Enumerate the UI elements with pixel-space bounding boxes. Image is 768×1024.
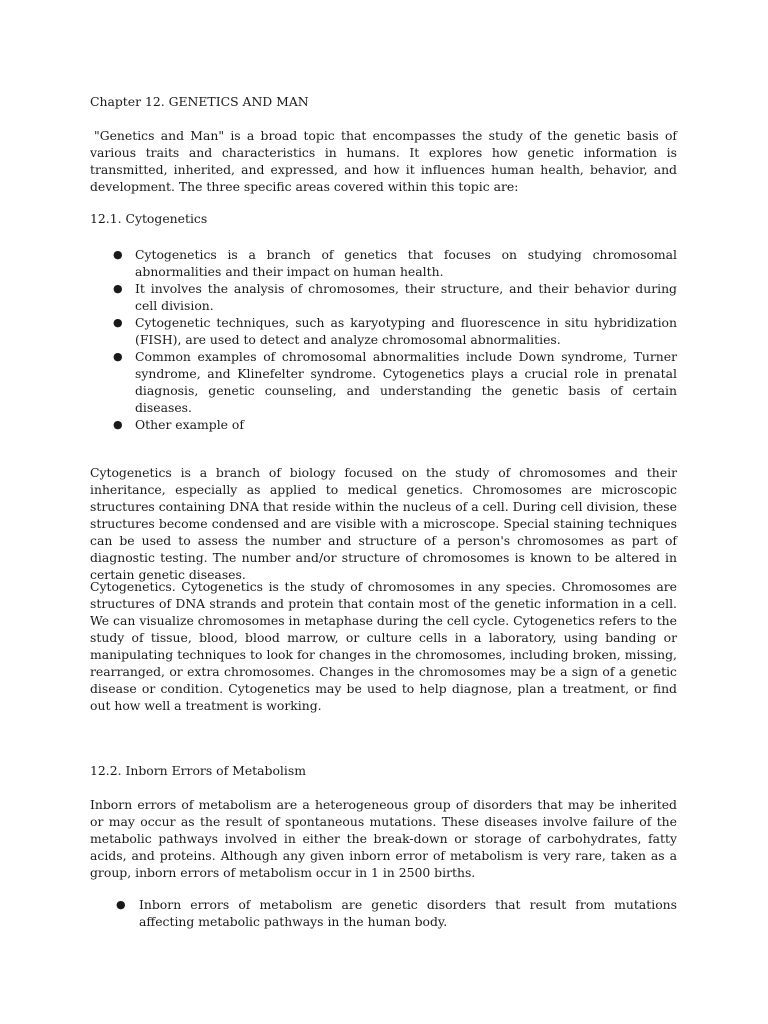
- bullet-icon: ●: [113, 350, 123, 363]
- bullet-text: Inborn errors of metabolism are genetic disorders that result from mutations affecting metabolic pathways in the human body.: [139, 897, 677, 929]
- section-1-paragraph-1: Cytogenetics is a branch of biology focused on the study of chromosomes and their inheritance, especially as applied to medical genetics. Chromosomes are microscopic structures containing DNA that reside within the nucleus of a cell. During cell division, these structures become condensed and are visible with a microscope. Special staining techniques can be used to assess the number and structure of a person's chromosomes as part of diagnostic testing. The number and/or structure of chromosomes is known to be altered in certain genetic diseases.: [90, 465, 677, 582]
- bullet-text: Cytogenetics is a branch of genetics that focuses on studying chromosomal abnormalities and their impact on human health.: [135, 247, 677, 279]
- bullet-icon: ●: [113, 282, 123, 295]
- bullet-icon: ●: [116, 898, 126, 911]
- intro-paragraph: "Genetics and Man" is a broad topic that encompasses the study of the genetic basis of various traits and characteristics in humans. It explores how genetic information is transmitted, inherited, and expressed, and how it influences human health, behavior, and development. The three specific areas covered within this topic are:: [90, 128, 677, 194]
- section-2-paragraph-1: Inborn errors of metabolism are a heterogeneous group of disorders that may be inherited or may occur as the result of spontaneous mutations. These diseases involve failure of the metabolic pathways involved in either the break-down or storage of carbohydrates, fatty acids, and proteins. Although any given inborn error of metabolism is very rare, taken as a group, inborn errors of metabolism occur in 1 in 2500 births.: [90, 797, 677, 880]
- section-2-heading: 12.2. Inborn Errors of Metabolism: [90, 763, 306, 778]
- bullet-item: [90, 348, 677, 416]
- bullet-item: [90, 896, 677, 930]
- section-1-heading: 12.1. Cytogenetics: [90, 211, 208, 226]
- bullet-item: [90, 416, 677, 433]
- bullet-icon: ●: [113, 316, 123, 329]
- bullet-item: [90, 280, 677, 314]
- bullet-item: [90, 314, 677, 348]
- bullet-icon: ●: [113, 248, 123, 261]
- section-1-paragraph-2: Cytogenetics. Cytogenetics is the study of chromosomes in any species. Chromosomes are structures of DNA strands and protein that contain most of the genetic information in a cell. We can visualize chromosomes in metaphase during the cell cycle. Cytogenetics refers to the study of tissue, blood, blood marrow, or culture cells in a laboratory, using banding or manipulating techniques to look for changes in the chromosomes, including broken, missing, rearranged, or extra chromosomes. Changes in the chromosomes may be a sign of a genetic disease or condition. Cytogenetics may be used to help diagnose, plan a treatment, or find out how well a treatment is working.: [90, 579, 677, 713]
- section-1-bullet-list: [90, 246, 677, 433]
- section-2-bullet-list: [90, 896, 677, 930]
- chapter-title: Chapter 12. GENETICS AND MAN: [90, 94, 309, 109]
- bullet-item: [90, 246, 677, 280]
- bullet-text: It involves the analysis of chromosomes, their structure, and their behavior during cell division.: [135, 281, 677, 313]
- bullet-text: Common examples of chromosomal abnormalities include Down syndrome, Turner syndrome, and Klinefelter syndrome. Cytogenetics plays a crucial role in prenatal diagnosis, genetic counseling, and understanding the genetic basis of certain diseases.: [135, 349, 677, 415]
- bullet-text: Other example of: [135, 417, 244, 432]
- bullet-icon: ●: [113, 418, 123, 431]
- bullet-text: Cytogenetic techniques, such as karyotyping and fluorescence in situ hybridization (FISH), are used to detect and analyze chromosomal abnormalities.: [135, 315, 677, 347]
